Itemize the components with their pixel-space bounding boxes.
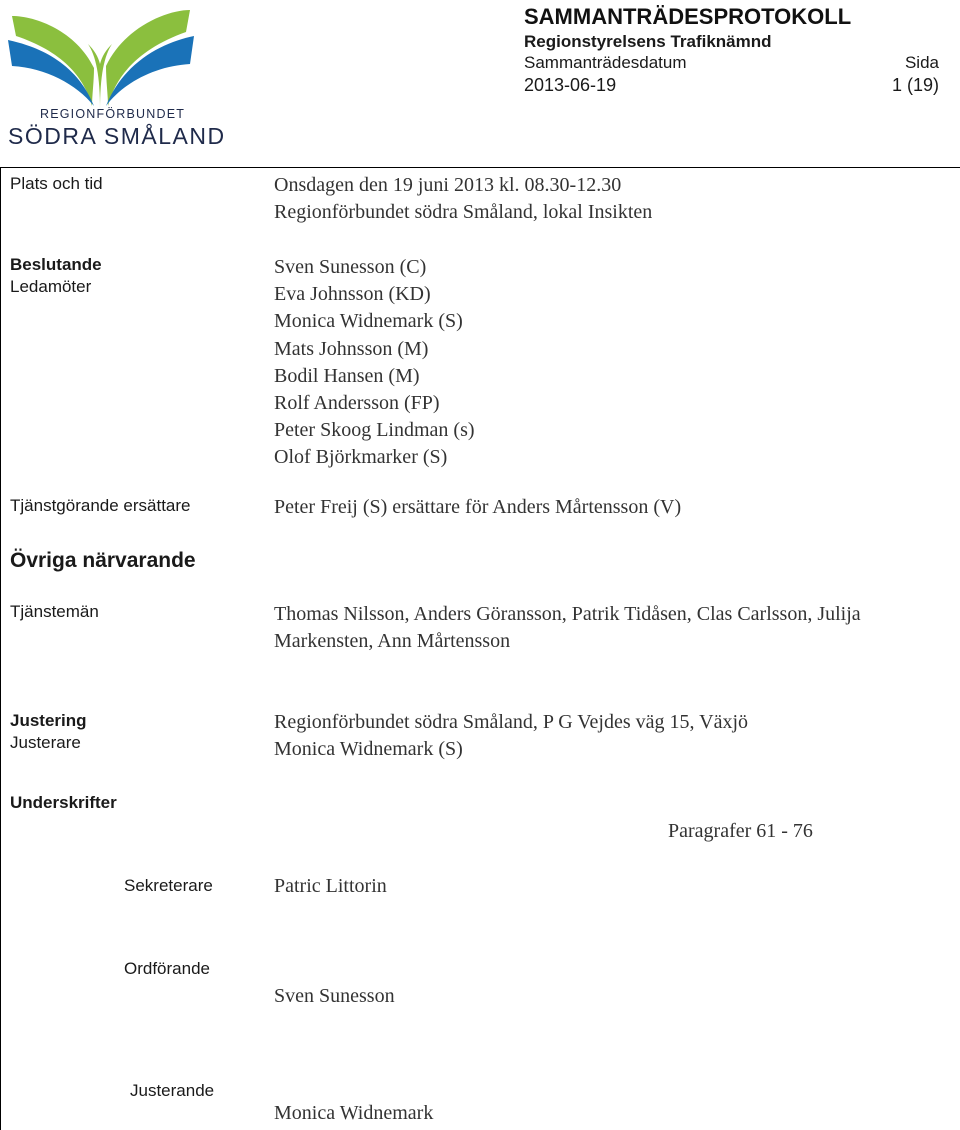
- officials-line2: Markensten, Ann Mårtensson: [274, 630, 511, 652]
- adjustment-label: Justering: [10, 711, 87, 730]
- chair-label: Ordförande: [124, 959, 210, 978]
- signatures-heading: Underskrifter: [10, 793, 117, 812]
- logo-leaves-icon: [6, 6, 196, 116]
- paragraphs-range: Paragrafer 61 - 76: [668, 820, 813, 842]
- secretary-label: Sekreterare: [124, 876, 213, 895]
- page-label: Sida: [904, 53, 939, 72]
- members-label: Ledamöter: [10, 277, 92, 296]
- meeting-location: Regionförbundet södra Småland, lokal Insikten: [274, 201, 653, 223]
- substitute-value: Peter Freij (S) ersättare för Anders Mårtensson (V): [274, 496, 682, 518]
- member-item: Monica Widnemark (S): [274, 310, 463, 333]
- meeting-date-label: Sammanträdesdatum: [524, 53, 687, 72]
- substitute-label: Tjänstgörande ersättare: [10, 496, 191, 515]
- member-item: Bodil Hansen (M): [274, 364, 420, 387]
- deciding-label: Beslutande: [10, 255, 102, 274]
- committee-name: Regionstyrelsens Trafiknämnd: [524, 32, 772, 51]
- members-list: [274, 254, 475, 472]
- logo-text-line2: SÖDRA SMÅLAND: [8, 123, 226, 149]
- member-item: Mats Johnsson (M): [274, 337, 429, 360]
- secretary-name: Patric Littorin: [274, 875, 387, 897]
- member-item: Rolf Andersson (FP): [274, 392, 440, 415]
- chair-name: Sven Sunesson: [274, 985, 395, 1007]
- member-item: Sven Sunesson (C): [274, 256, 427, 278]
- document-title: SAMMANTRÄDESPROTOKOLL: [524, 4, 852, 29]
- meeting-date: 2013-06-19: [524, 75, 617, 95]
- adjuster-name: Monica Widnemark (S): [274, 738, 463, 760]
- frame-top-line: [0, 167, 960, 168]
- adjustment-place: Regionförbundet södra Småland, P G Vejdes väg 15, Växjö: [274, 711, 749, 733]
- frame-left-line: [0, 167, 1, 1130]
- adjuster-signature-label: Justerande: [130, 1081, 215, 1100]
- officials-label: Tjänstemän: [10, 602, 99, 621]
- adjuster-signature-name: Monica Widnemark: [274, 1102, 434, 1124]
- meeting-time: Onsdagen den 19 juni 2013 kl. 08.30-12.30: [274, 174, 622, 196]
- officials-line1: Thomas Nilsson, Anders Göransson, Patrik Tidåsen, Clas Carlsson, Julija: [274, 603, 861, 625]
- place-time-label: Plats och tid: [10, 174, 103, 193]
- adjuster-label: Justerare: [10, 733, 81, 752]
- member-item: Peter Skoog Lindman (s): [274, 419, 475, 442]
- member-item: Eva Johnsson (KD): [274, 283, 431, 306]
- page-number: 1 (19): [891, 75, 939, 95]
- others-present-heading: Övriga närvarande: [10, 549, 196, 572]
- logo-text-line1: REGIONFÖRBUNDET: [40, 107, 186, 121]
- member-item: Olof Björkmarker (S): [274, 446, 448, 469]
